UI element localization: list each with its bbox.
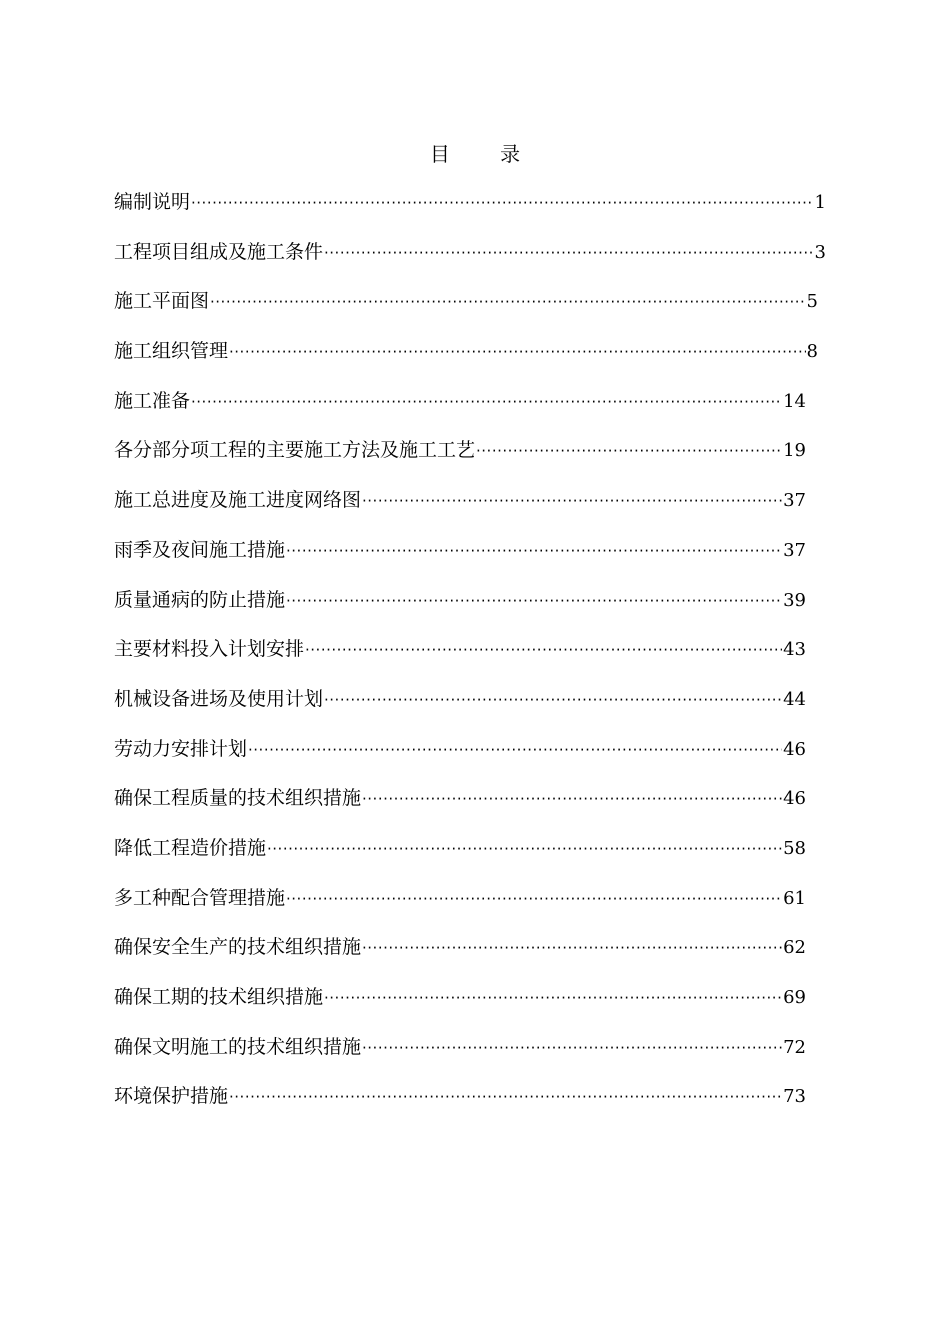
toc-entry-page-number: 69 <box>783 987 806 1008</box>
toc-leader-dots <box>324 984 782 1012</box>
toc-entry-label: 降低工程造价措施 <box>114 836 267 859</box>
toc-leader-dots <box>267 835 782 863</box>
toc-entry-label: 施工总进度及施工进度网络图 <box>114 489 362 512</box>
toc-entry <box>114 337 818 387</box>
toc-leader-dots <box>210 288 806 316</box>
toc-entry <box>114 685 806 735</box>
toc-entry-page-number: 46 <box>783 738 806 760</box>
toc-entry <box>114 436 806 486</box>
toc-entry-label: 雨季及夜间施工措施 <box>114 538 286 561</box>
toc-entry-label: 环境保护措施 <box>114 1085 229 1108</box>
toc-leader-dots <box>286 587 782 615</box>
toc-leader-dots <box>248 736 782 764</box>
toc-leader-dots <box>305 636 782 664</box>
toc-entry-page-number: 61 <box>783 887 806 909</box>
toc-entry <box>114 884 806 934</box>
toc-entry-label: 主要材料投入计划安排 <box>114 638 305 661</box>
toc-leader-dots <box>324 686 782 714</box>
toc-entry-label: 各分部分项工程的主要施工方法及施工工艺 <box>114 439 476 462</box>
toc-entry <box>114 188 826 238</box>
toc-entry <box>114 635 806 685</box>
toc-entry-page-number: 62 <box>783 937 806 959</box>
toc-entry-page-number: 73 <box>783 1086 806 1108</box>
toc-entry-label: 工程项目组成及施工条件 <box>114 240 324 263</box>
toc-entry <box>114 1082 806 1132</box>
toc-entry-page-number: 19 <box>783 440 806 462</box>
toc-entry-page-number: 5 <box>806 291 818 313</box>
toc-entry-page-number: 72 <box>783 1036 806 1058</box>
toc-leader-dots <box>362 785 782 813</box>
toc-entry <box>114 287 818 337</box>
toc-leader-dots <box>286 537 782 565</box>
toc-leader-dots <box>191 189 814 217</box>
toc-entry-page-number: 3 <box>814 241 826 263</box>
toc-entry-page-number: 14 <box>783 390 806 412</box>
toc-title: 目 录 <box>429 142 543 166</box>
toc-entry-page-number: 8 <box>806 341 818 363</box>
toc-entry <box>114 238 826 288</box>
toc-entry-page-number: 1 <box>814 192 826 213</box>
toc-leader-dots <box>191 388 782 416</box>
toc-entry <box>114 735 806 785</box>
toc-entry <box>114 933 806 983</box>
toc-entry <box>114 536 806 586</box>
toc-entry-page-number: 43 <box>783 639 806 661</box>
toc-entry-label: 机械设备进场及使用计划 <box>114 687 324 710</box>
toc-leader-dots <box>229 338 806 366</box>
toc-entry <box>114 1033 806 1083</box>
toc-leader-dots <box>362 934 782 962</box>
toc-leader-dots <box>229 1083 782 1111</box>
toc-entry <box>114 387 806 437</box>
toc-entry-label: 施工组织管理 <box>114 340 229 363</box>
toc-entry-label: 质量通病的防止措施 <box>114 588 286 611</box>
table-of-contents <box>114 188 826 1132</box>
toc-entry-label: 施工准备 <box>114 389 191 412</box>
toc-entry <box>114 834 806 884</box>
toc-entry-page-number: 37 <box>783 539 806 561</box>
toc-leader-dots <box>362 1034 782 1062</box>
toc-entry-page-number: 37 <box>783 490 806 512</box>
toc-leader-dots <box>476 437 782 465</box>
toc-entry <box>114 983 806 1033</box>
toc-leader-dots <box>324 239 814 267</box>
toc-entry-label: 确保工程质量的技术组织措施 <box>114 787 362 810</box>
toc-entry-page-number: 39 <box>783 589 806 611</box>
toc-entry <box>114 486 806 536</box>
toc-entry-page-number: 58 <box>783 837 806 859</box>
toc-entry <box>114 586 806 636</box>
toc-entry-label: 确保文明施工的技术组织措施 <box>114 1035 362 1058</box>
toc-entry-page-number: 46 <box>783 788 806 810</box>
toc-leader-dots <box>286 885 782 913</box>
toc-entry-label: 编制说明 <box>114 191 191 213</box>
toc-entry-label: 确保工期的技术组织措施 <box>114 986 324 1008</box>
toc-entry-label: 施工平面图 <box>114 290 210 313</box>
toc-entry <box>114 784 806 834</box>
toc-entry-label: 确保安全生产的技术组织措施 <box>114 936 362 959</box>
toc-entry-label: 多工种配合管理措施 <box>114 886 286 909</box>
toc-leader-dots <box>362 487 782 515</box>
toc-entry-label: 劳动力安排计划 <box>114 737 248 760</box>
toc-entry-page-number: 44 <box>783 688 806 710</box>
